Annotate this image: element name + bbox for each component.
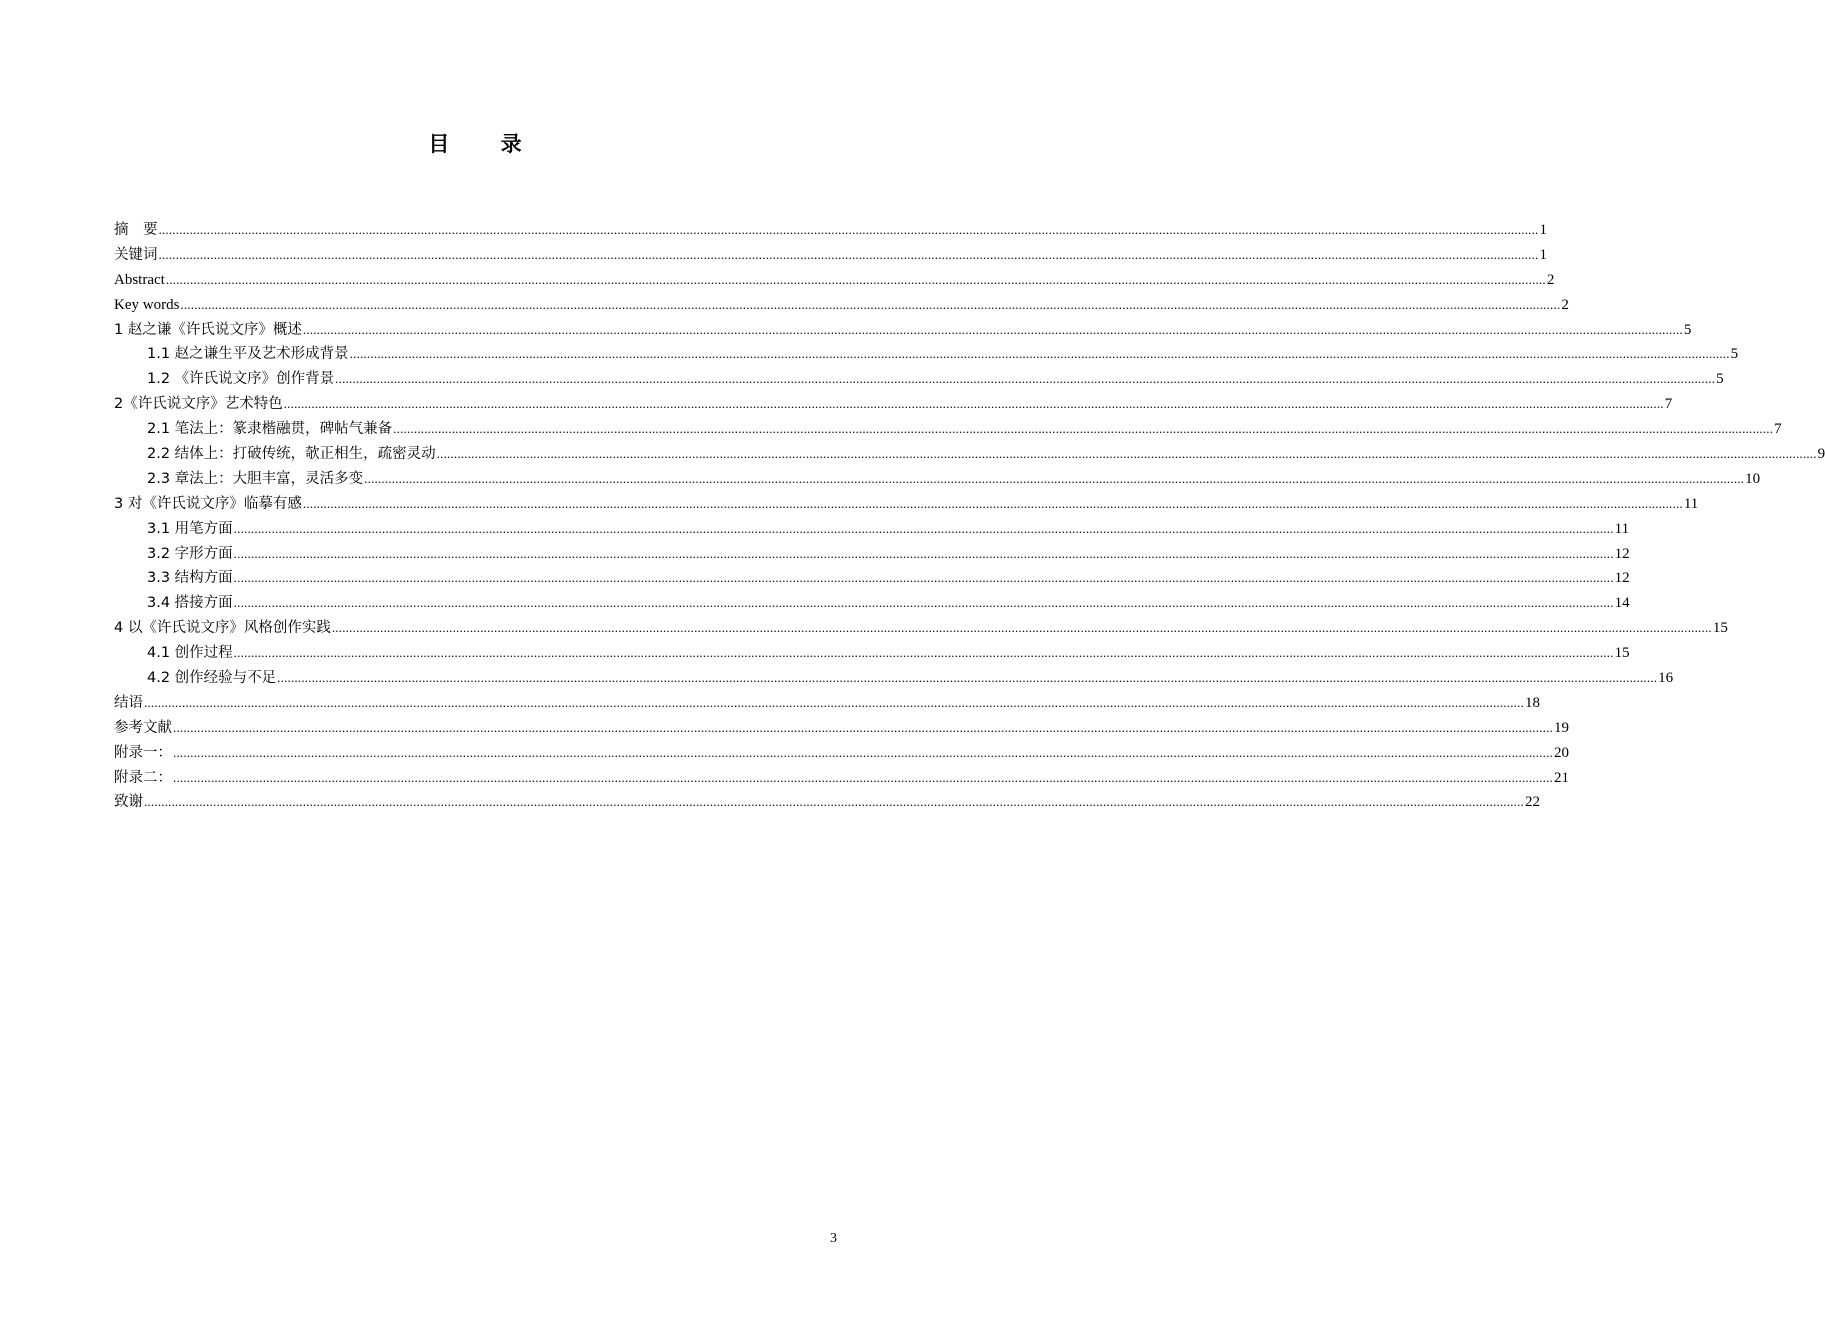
toc-leader-dots: ................................................................................................................................................................................................................................................................................................................................................................................................................ [364,470,1745,486]
toc-entry-label: 1.1 赵之谦生平及艺术形成背景 [147,346,349,363]
toc-entry-label: 3.3 结构方面 [147,570,233,587]
toc-entry-label: 3.4 搭接方面 [147,595,233,612]
toc-entry[interactable] [114,716,1569,741]
toc-entry-page: 14 [1614,595,1630,612]
toc-leader-dots: ................................................................................................................................................................................................................................................................................................................................................................................................................ [233,645,1614,661]
toc-entry-label: 4.1 创作过程 [147,645,233,662]
toc-entry[interactable] [114,766,1569,791]
toc-entry-page: 15 [1614,645,1630,662]
toc-leader-dots: ................................................................................................................................................................................................................................................................................................................................................................................................................ [158,246,1539,262]
toc-entry-page: 22 [1525,794,1540,811]
toc-entry-page: 1 [1539,222,1547,238]
toc-leader-dots: ................................................................................................................................................................................................................................................................................................................................................................................................................ [180,296,1561,312]
toc-leader-dots: ................................................................................................................................................................................................................................................................................................................................................................................................................ [144,794,1524,810]
toc-entry-label: 1.2 《许氏说文序》创作背景 [147,371,335,388]
toc-entry-page: 20 [1554,744,1569,761]
toc-entry-page: 18 [1525,694,1540,711]
toc-entry-label: 结语 [114,694,143,711]
toc-entry-page: 5 [1683,321,1692,338]
toc-leader-dots: ................................................................................................................................................................................................................................................................................................................................................................................................................ [144,694,1524,710]
toc-entry-page: 1 [1539,246,1547,263]
toc-entry[interactable] [114,442,1825,467]
toc-entry[interactable] [114,542,1630,567]
toc-entry-label: Abstract [114,271,165,288]
toc-leader-dots: ................................................................................................................................................................................................................................................................................................................................................................................................................ [165,271,1546,287]
toc-entry[interactable] [114,492,1699,517]
toc-leader-dots: ................................................................................................................................................................................................................................................................................................................................................................................................................ [335,371,1716,387]
toc-leader-dots: ................................................................................................................................................................................................................................................................................................................................................................................................................ [233,520,1614,536]
toc-entry-page: 12 [1614,570,1630,587]
toc-entry[interactable] [114,691,1540,716]
toc-leader-dots: ................................................................................................................................................................................................................................................................................................................................................................................................................ [302,495,1683,511]
toc-entry-page: 7 [1664,396,1673,413]
toc-entry-label: 附录一： [114,744,172,761]
toc-entry-page: 5 [1730,346,1739,363]
toc-entry-label: 3 对《许氏说文序》临摹有感 [114,495,302,512]
toc-entry-label: 3.1 用笔方面 [147,520,233,537]
toc-leader-dots: ................................................................................................................................................................................................................................................................................................................................................................................................................ [349,346,1730,362]
toc-entry-label: 2《许氏说文序》艺术特色 [114,396,283,413]
page-number: 3 [830,1231,837,1246]
toc-entry[interactable] [114,790,1540,815]
toc-entry-page: 9 [1817,446,1825,463]
toc-leader-dots: ................................................................................................................................................................................................................................................................................................................................................................................................................ [436,446,1817,462]
toc-entry[interactable] [114,741,1569,766]
toc-leader-dots: ................................................................................................................................................................................................................................................................................................................................................................................................................ [283,396,1664,412]
toc-leader-dots: ................................................................................................................................................................................................................................................................................................................................................................................................................ [331,620,1712,636]
toc-entry-label: 关键词 [114,246,158,263]
toc-entry-label: 1 赵之谦《许氏说文序》概述 [114,321,302,338]
toc-entry[interactable] [114,367,1724,392]
toc-entry-label: 参考文献 [114,719,172,736]
toc-leader-dots: ................................................................................................................................................................................................................................................................................................................................................................................................................ [173,769,1553,785]
toc-entry-label: 4.2 创作经验与不足 [147,670,277,687]
toc-entry[interactable] [114,467,1761,492]
toc-entry[interactable] [114,591,1630,616]
toc-entry-label: 4 以《许氏说文序》风格创作实践 [114,620,331,637]
toc-entry[interactable] [114,218,1547,243]
toc-entry-page: 19 [1554,719,1569,736]
toc-entry[interactable] [114,342,1739,367]
toc-entry[interactable] [114,417,1782,442]
toc-entry-page: 2 [1561,296,1569,313]
toc-entry[interactable] [114,641,1630,666]
toc-entry[interactable] [114,616,1728,641]
toc-leader-dots: ................................................................................................................................................................................................................................................................................................................................................................................................................ [233,570,1614,586]
toc-entry-page: 11 [1683,495,1699,512]
toc-entry-label: 2.1 笔法上：篆隶楷融贯，碑帖气兼备 [147,421,393,438]
toc-entry-page: 12 [1614,545,1630,562]
toc-leader-dots: ................................................................................................................................................................................................................................................................................................................................................................................................................ [173,744,1553,760]
toc-leader-dots: ................................................................................................................................................................................................................................................................................................................................................................................................................ [233,595,1614,611]
toc-leader-dots: ................................................................................................................................................................................................................................................................................................................................................................................................................ [393,421,1774,437]
toc-entry[interactable] [114,517,1630,542]
toc-entry-page: 15 [1712,620,1728,637]
toc-entry[interactable] [114,293,1569,318]
toc-entry[interactable] [114,268,1555,293]
toc-leader-dots: ................................................................................................................................................................................................................................................................................................................................................................................................................ [302,321,1683,337]
toc-entry[interactable] [114,243,1547,268]
toc-entry-label: 致谢 [114,794,143,811]
toc-entry[interactable] [114,318,1692,343]
toc-entry-label: 3.2 字形方面 [147,545,233,562]
toc-entry-page: 10 [1745,470,1761,487]
toc-entry-label: 2.3 章法上：大胆丰富，灵活多变 [147,470,364,487]
table-of-contents [114,218,1825,815]
page-title: 目 录 [428,132,544,156]
toc-leader-dots: ................................................................................................................................................................................................................................................................................................................................................................................................................ [173,719,1553,735]
toc-entry-label: 摘 要 [114,222,158,238]
toc-entry[interactable] [114,666,1674,691]
toc-entry-label: 2.2 结体上：打破传统，欹正相生，疏密灵动 [147,446,436,463]
toc-entry-page: 7 [1774,421,1782,438]
toc-entry-page: 11 [1614,520,1630,537]
toc-entry-page: 2 [1546,271,1555,288]
toc-entry[interactable] [114,566,1630,591]
toc-leader-dots: ................................................................................................................................................................................................................................................................................................................................................................................................................ [233,545,1614,561]
toc-entry-label: Key words [114,296,180,313]
toc-entry[interactable] [114,392,1673,417]
toc-entry-page: 21 [1554,769,1569,786]
toc-leader-dots: ................................................................................................................................................................................................................................................................................................................................................................................................................ [277,670,1658,686]
toc-leader-dots: ................................................................................................................................................................................................................................................................................................................................................................................................................ [158,222,1539,237]
toc-entry-page: 5 [1716,371,1724,388]
toc-entry-page: 16 [1658,670,1674,687]
toc-entry-label: 附录二： [114,769,172,786]
